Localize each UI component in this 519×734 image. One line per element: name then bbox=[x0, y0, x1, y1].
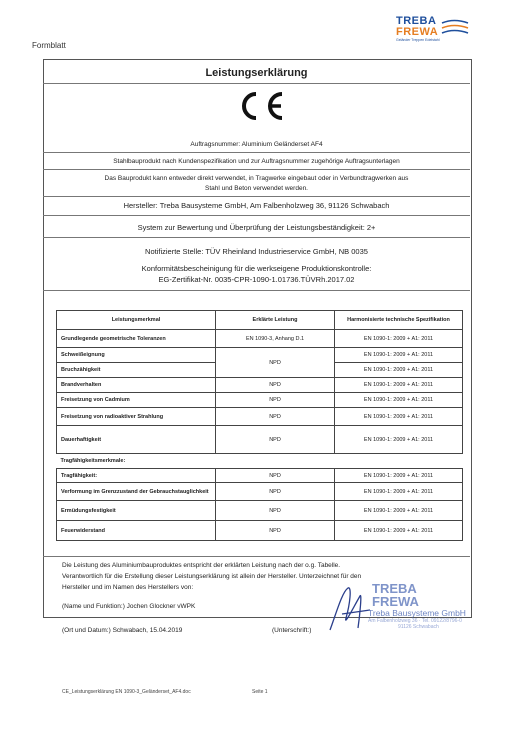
table-section-row bbox=[57, 454, 463, 469]
table-cell: Freisetzung von radioaktiver Strahlung bbox=[57, 408, 216, 426]
table-row bbox=[57, 393, 463, 408]
divider bbox=[43, 83, 470, 84]
table-cell: Freisetzung von Cadmium bbox=[57, 393, 216, 408]
stamp-line-5: 91126 Schwabach bbox=[398, 624, 439, 630]
table-cell: EN 1090-1: 2009 + A1: 2011 bbox=[335, 408, 463, 426]
table-cell: EN 1090-1: 2009 + A1: 2011 bbox=[335, 521, 463, 541]
logo-tagline: Geländer Treppen Edelstahl bbox=[396, 38, 440, 42]
table-cell: Grundlegende geometrische Toleranzen bbox=[57, 330, 216, 348]
table-cell: EN 1090-1: 2009 + A1: 2011 bbox=[335, 483, 463, 501]
table-cell: Dauerhaftigkeit bbox=[57, 426, 216, 454]
table-row bbox=[57, 469, 463, 483]
divider bbox=[43, 290, 470, 291]
assessment-system: System zur Bewertung und Überprüfung der Leistungsbeständigkeit: 2+ bbox=[137, 223, 376, 232]
column-header: Erklärte Leistung bbox=[216, 311, 335, 330]
declaration-line-1: Die Leistung des Aluminiumbauproduktes entspricht der erklärten Leistung nach der o.g. Tabelle. bbox=[62, 562, 341, 569]
manufacturer: Hersteller: Treba Bausysteme GmbH, Am Falbenholzweg 36, 91126 Schwabach bbox=[123, 201, 390, 210]
column-header: Harmonisierte technische Spezifikation bbox=[335, 311, 463, 330]
divider bbox=[43, 152, 470, 153]
stamp-line-4: Am Falbenholzweg 36 · Tel. 09122/8796-0 bbox=[368, 618, 462, 624]
ce-mark-icon bbox=[234, 89, 288, 123]
table-row bbox=[57, 426, 463, 454]
table-cell: NPD bbox=[216, 483, 335, 501]
table-cell: EN 1090-1: 2009 + A1: 2011 bbox=[335, 363, 463, 378]
table-cell: Tragfähigkeit: bbox=[57, 469, 216, 483]
table-header-row bbox=[57, 311, 463, 330]
table-cell: NPD bbox=[216, 393, 335, 408]
table-cell: EN 1090-1: 2009 + A1: 2011 bbox=[335, 378, 463, 393]
table-row bbox=[57, 521, 463, 541]
table-cell: EN 1090-1: 2009 + A1: 2011 bbox=[335, 348, 463, 363]
footer-filename: CE_Leistungserklärung EN 1090-3_Geländerset_AF4.doc bbox=[62, 689, 191, 695]
page-number: Seite 1 bbox=[252, 689, 268, 695]
declaration-line-2: Verantwortlich für die Erstellung dieser Leistungserklärung ist allein der Hersteller. Unterzeichnet für den bbox=[62, 573, 362, 580]
declaration-line-3: Hersteller und im Namen des Herstellers von: bbox=[62, 584, 194, 591]
logo-text-top: TREBA bbox=[396, 15, 437, 27]
name-function: (Name und Funktion:) Jochen Glockner vWPK bbox=[62, 603, 196, 610]
company-logo bbox=[396, 16, 476, 42]
table-cell: Bruchzähigkeit bbox=[57, 363, 216, 378]
place-date: (Ort und Datum:) Schwabach, 15.04.2019 bbox=[62, 627, 183, 634]
product-description: Stahlbauprodukt nach Kundenspezifikation und zur Auftragsnummer zugehörige Auftragsunterlagen bbox=[113, 158, 400, 165]
table-cell: NPD bbox=[216, 378, 335, 393]
table-cell: Feuerwiderstand bbox=[57, 521, 216, 541]
table-cell: Brandverhalten bbox=[57, 378, 216, 393]
logo-text-bottom: FREWA bbox=[396, 26, 439, 38]
table-row bbox=[57, 501, 463, 521]
table-cell: EN 1090-1: 2009 + A1: 2011 bbox=[335, 393, 463, 408]
table-cell: Ermüdungsfestigkeit bbox=[57, 501, 216, 521]
signature-label: (Unterschrift:) bbox=[272, 627, 312, 634]
table-row bbox=[57, 408, 463, 426]
order-number: Auftragsnummer: Aluminium Geländerset AF4 bbox=[190, 141, 323, 148]
table-cell: EN 1090-1: 2009 + A1: 2011 bbox=[335, 469, 463, 483]
document-title: Leistungserklärung bbox=[205, 67, 308, 79]
table-row bbox=[57, 483, 463, 501]
table-cell: EN 1090-1: 2009 + A1: 2011 bbox=[335, 426, 463, 454]
form-label: Formblatt bbox=[32, 41, 66, 50]
divider bbox=[43, 237, 470, 238]
table-row bbox=[57, 378, 463, 393]
stamp-line-2: FREWA bbox=[372, 594, 419, 609]
stamp-line-1: TREBA bbox=[372, 581, 417, 596]
divider bbox=[43, 556, 470, 557]
table-row bbox=[57, 348, 463, 363]
certificate-line-1: Konformitätsbescheinigung für die werkseigene Produktionskontrolle: bbox=[141, 264, 372, 273]
table-cell: NPD bbox=[216, 521, 335, 541]
divider bbox=[43, 196, 470, 197]
certificate-line-2: EG-Zertifikat-Nr. 0035-CPR-1090-1.01736.TÜVRh.2017.02 bbox=[158, 275, 355, 284]
table-cell: EN 1090-1: 2009 + A1: 2011 bbox=[335, 501, 463, 521]
company-stamp bbox=[368, 582, 513, 634]
logo-wave-icon bbox=[440, 18, 470, 38]
table-cell: Verformung im Grenzzustand der Gebrauchstauglichkeit bbox=[57, 483, 216, 501]
table-cell: EN 1090-3, Anhang D.1 bbox=[216, 330, 335, 348]
table-cell: NPD bbox=[216, 408, 335, 426]
table-row bbox=[57, 330, 463, 348]
stamp-line-3: Treba Bausysteme GmbH bbox=[368, 608, 466, 618]
table-cell: NPD bbox=[216, 348, 335, 378]
divider bbox=[43, 169, 470, 170]
column-header: Leistungsmerkmal bbox=[57, 311, 216, 330]
table-cell: Schweißeignung bbox=[57, 348, 216, 363]
divider bbox=[43, 215, 470, 216]
section-label: Tragfähigkeitsmerkmale: bbox=[57, 454, 463, 469]
table-cell: EN 1090-1: 2009 + A1: 2011 bbox=[335, 330, 463, 348]
table-cell: NPD bbox=[216, 501, 335, 521]
table-cell: NPD bbox=[216, 469, 335, 483]
performance-table bbox=[56, 310, 463, 541]
usage-line-2: Stahl und Beton verwendet werden. bbox=[205, 185, 308, 192]
notified-body: Notifizierte Stelle: TÜV Rheinland Industrieservice GmbH, NB 0035 bbox=[145, 247, 368, 256]
usage-line-1: Das Bauprodukt kann entweder direkt verwendet, in Tragwerke eingebaut oder in Verbundtragwerken aus bbox=[104, 175, 409, 182]
table-cell: NPD bbox=[216, 426, 335, 454]
